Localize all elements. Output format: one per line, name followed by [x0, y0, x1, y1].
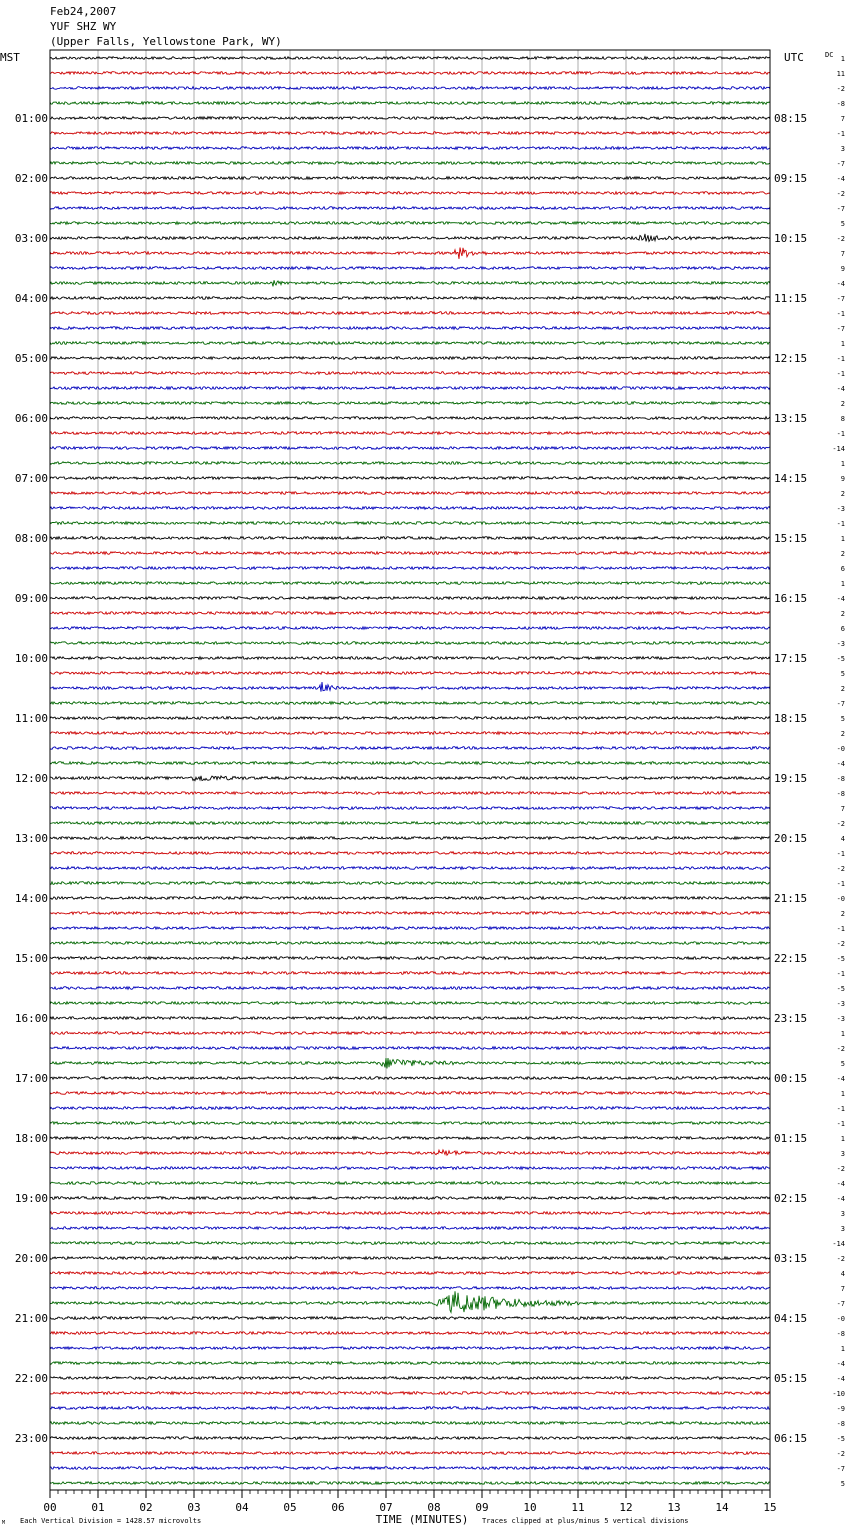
dc-offset-label: -1 — [836, 1120, 845, 1128]
left-hour-label: 10:00 — [14, 652, 48, 665]
x-tick-label: 12 — [619, 1501, 633, 1514]
dc-offset-label: -3 — [836, 1000, 845, 1008]
dc-offset-label: 1 — [840, 340, 845, 348]
dc-offset-label: 2 — [840, 685, 845, 693]
dc-offset-label: 2 — [840, 550, 845, 558]
dc-offset-label: -4 — [836, 175, 845, 183]
trace-55 — [50, 882, 770, 885]
right-hour-label: 15:15 — [774, 532, 808, 545]
dc-offset-label: 7 — [840, 115, 845, 123]
left-hour-label: 16:00 — [14, 1012, 48, 1025]
corner-mark: M — [2, 1520, 6, 1526]
dc-label: DC — [825, 51, 834, 59]
trace-38 — [50, 627, 770, 630]
trace-78 — [50, 1227, 770, 1230]
right-hour-label: 10:15 — [774, 232, 808, 245]
trace-29 — [50, 492, 770, 495]
trace-63 — [50, 1002, 770, 1005]
dc-offset-label: -14 — [832, 1240, 845, 1248]
dc-offset-label: -7 — [836, 700, 845, 708]
trace-75 — [50, 1182, 770, 1185]
dc-offset-label: -8 — [836, 1330, 845, 1338]
dc-offset-label: -4 — [836, 1360, 845, 1368]
trace-19 — [50, 342, 770, 345]
header-location: (Upper Falls, Yellowstone Park, WY) — [50, 35, 282, 48]
left-hour-label: 22:00 — [14, 1372, 48, 1385]
x-tick-label: 06 — [331, 1501, 345, 1514]
left-hour-label: 11:00 — [14, 712, 48, 725]
dc-offset-label: -7 — [836, 205, 845, 213]
trace-6 — [50, 147, 770, 150]
trace-18 — [50, 327, 770, 330]
x-tick-label: 13 — [667, 1501, 681, 1514]
dc-offset-label: -7 — [836, 1300, 845, 1308]
dc-offset-label: -2 — [836, 85, 845, 93]
left-hour-label: 06:00 — [14, 412, 48, 425]
trace-30 — [50, 507, 770, 510]
trace-71 — [50, 1122, 770, 1125]
trace-90 — [50, 1407, 770, 1410]
trace-33 — [50, 552, 770, 555]
dc-offset-label: -7 — [836, 1465, 845, 1473]
left-hour-label: 17:00 — [14, 1072, 48, 1085]
dc-offset-label: -5 — [836, 985, 845, 993]
right-hour-label: 00:15 — [774, 1072, 808, 1085]
trace-35 — [50, 582, 770, 585]
left-hour-label: 03:00 — [14, 232, 48, 245]
x-tick-label: 11 — [571, 1501, 585, 1514]
trace-20 — [50, 357, 770, 360]
right-hour-label: 17:15 — [774, 652, 808, 665]
right-hour-label: 12:15 — [774, 352, 808, 365]
trace-62 — [50, 987, 770, 990]
trace-22 — [50, 387, 770, 390]
dc-offset-label: 1 — [840, 535, 845, 543]
right-hour-label: 21:15 — [774, 892, 808, 905]
right-hour-label: 05:15 — [774, 1372, 808, 1385]
trace-89 — [50, 1392, 770, 1395]
dc-offset-label: -7 — [836, 295, 845, 303]
dc-offset-label: -3 — [836, 505, 845, 513]
dc-offset-label: 5 — [840, 1060, 845, 1068]
left-hour-label: 23:00 — [14, 1432, 48, 1445]
trace-76 — [50, 1197, 770, 1200]
trace-24 — [50, 417, 770, 420]
trace-39 — [50, 642, 770, 645]
x-tick-label: 08 — [427, 1501, 441, 1514]
right-hour-label: 04:15 — [774, 1312, 808, 1325]
trace-85 — [50, 1332, 770, 1335]
dc-offset-label: 2 — [840, 400, 845, 408]
trace-0 — [50, 57, 770, 60]
header-station: YUF SHZ WY — [50, 20, 117, 33]
dc-offset-label: -5 — [836, 655, 845, 663]
x-tick-label: 05 — [283, 1501, 297, 1514]
dc-offset-label: 11 — [836, 70, 845, 78]
left-hour-label: 18:00 — [14, 1132, 48, 1145]
trace-3 — [50, 102, 770, 105]
trace-10 — [50, 207, 770, 210]
left-hour-label: 09:00 — [14, 592, 48, 605]
dc-offset-label: -1 — [836, 355, 845, 363]
trace-73 — [50, 1150, 770, 1155]
x-tick-label: 14 — [715, 1501, 729, 1514]
dc-offset-label: 2 — [840, 610, 845, 618]
dc-offset-label: -10 — [832, 1390, 845, 1398]
dc-offset-label: -14 — [832, 445, 845, 453]
trace-1 — [50, 72, 770, 75]
trace-94 — [50, 1467, 770, 1470]
trace-56 — [50, 897, 770, 900]
dc-offset-label: -4 — [836, 1195, 845, 1203]
footer-clip-note: Traces clipped at plus/minus 5 vertical divisions — [482, 1517, 689, 1525]
dc-offset-label: 4 — [840, 835, 845, 843]
trace-65 — [50, 1032, 770, 1035]
trace-70 — [50, 1107, 770, 1110]
trace-46 — [50, 747, 770, 750]
trace-86 — [50, 1347, 770, 1350]
dc-offset-label: -1 — [836, 430, 845, 438]
trace-49 — [50, 792, 770, 795]
x-tick-label: 01 — [91, 1501, 105, 1514]
right-hour-label: 08:15 — [774, 112, 808, 125]
dc-offset-label: -4 — [836, 595, 845, 603]
trace-60 — [50, 957, 770, 960]
trace-87 — [50, 1362, 770, 1365]
trace-54 — [50, 867, 770, 870]
trace-15 — [50, 280, 770, 286]
dc-offset-label: -2 — [836, 820, 845, 828]
trace-50 — [50, 807, 770, 810]
dc-offset-label: -7 — [836, 160, 845, 168]
dc-offset-label: 6 — [840, 625, 845, 633]
trace-40 — [50, 657, 770, 660]
dc-offset-label: -2 — [836, 235, 845, 243]
right-hour-label: 19:15 — [774, 772, 808, 785]
dc-offset-label: 5 — [840, 670, 845, 678]
trace-88 — [50, 1377, 770, 1380]
trace-81 — [50, 1272, 770, 1275]
dc-offset-label: 9 — [840, 265, 845, 273]
trace-83 — [50, 1291, 770, 1312]
dc-offset-label: -8 — [836, 100, 845, 108]
trace-34 — [50, 567, 770, 570]
footer-division-note: Each Vertical Division = 1428.57 microvolts — [20, 1517, 202, 1525]
trace-48 — [50, 776, 770, 781]
dc-offset-label: 2 — [840, 730, 845, 738]
dc-offset-label: -4 — [836, 1375, 845, 1383]
x-tick-label: 03 — [187, 1501, 201, 1514]
dc-offset-label: 1 — [840, 1090, 845, 1098]
trace-79 — [50, 1242, 770, 1245]
trace-67 — [50, 1058, 770, 1068]
dc-offset-label: -2 — [836, 1045, 845, 1053]
trace-23 — [50, 402, 770, 405]
left-hour-label: 08:00 — [14, 532, 48, 545]
dc-offset-label: 8 — [840, 415, 845, 423]
right-hour-label: 16:15 — [774, 592, 808, 605]
trace-7 — [50, 162, 770, 165]
header-date: Feb24,2007 — [50, 5, 117, 18]
left-hour-label: 19:00 — [14, 1192, 48, 1205]
x-tick-label: 07 — [379, 1501, 393, 1514]
left-hour-label: 05:00 — [14, 352, 48, 365]
dc-offset-label: -4 — [836, 385, 845, 393]
trace-59 — [50, 942, 770, 945]
left-hour-label: 14:00 — [14, 892, 48, 905]
dc-offset-label: -1 — [836, 880, 845, 888]
trace-53 — [50, 852, 770, 855]
dc-offset-label: 3 — [840, 1225, 845, 1233]
right-hour-label: 18:15 — [774, 712, 808, 725]
trace-11 — [50, 222, 770, 225]
dc-offset-label: -5 — [836, 1435, 845, 1443]
dc-offset-label: 7 — [840, 1285, 845, 1293]
dc-offset-label: 3 — [840, 1150, 845, 1158]
dc-offset-label: 1 — [840, 460, 845, 468]
trace-47 — [50, 762, 770, 765]
right-hour-label: 01:15 — [774, 1132, 808, 1145]
trace-68 — [50, 1077, 770, 1080]
dc-offset-label: -4 — [836, 280, 845, 288]
trace-41 — [50, 672, 770, 675]
dc-offset-label: -1 — [836, 520, 845, 528]
trace-52 — [50, 837, 770, 840]
trace-28 — [50, 477, 770, 480]
dc-offset-label: -2 — [836, 865, 845, 873]
dc-offset-label: 7 — [840, 805, 845, 813]
x-tick-label: 02 — [139, 1501, 153, 1514]
dc-offset-label: 1 — [840, 580, 845, 588]
trace-93 — [50, 1452, 770, 1455]
trace-5 — [50, 132, 770, 135]
trace-51 — [50, 822, 770, 825]
left-timezone-label: MST — [0, 51, 20, 64]
dc-offset-label: 1 — [840, 1135, 845, 1143]
trace-57 — [50, 912, 770, 915]
right-hour-label: 03:15 — [774, 1252, 808, 1265]
dc-offset-label: -2 — [836, 1450, 845, 1458]
left-hour-label: 12:00 — [14, 772, 48, 785]
x-tick-label: 04 — [235, 1501, 249, 1514]
left-hour-label: 02:00 — [14, 172, 48, 185]
trace-66 — [50, 1047, 770, 1050]
x-tick-label: 09 — [475, 1501, 489, 1514]
trace-13 — [50, 248, 770, 259]
dc-offset-label: 1 — [840, 1030, 845, 1038]
dc-offset-label: -2 — [836, 1165, 845, 1173]
dc-offset-label: -2 — [836, 190, 845, 198]
trace-17 — [50, 312, 770, 315]
dc-offset-label: -1 — [836, 970, 845, 978]
trace-27 — [50, 462, 770, 465]
left-hour-label: 13:00 — [14, 832, 48, 845]
dc-offset-label: 3 — [840, 1210, 845, 1218]
x-tick-label: 10 — [523, 1501, 537, 1514]
dc-offset-label: -0 — [836, 895, 845, 903]
dc-offset-label: 2 — [840, 910, 845, 918]
trace-36 — [50, 597, 770, 600]
trace-92 — [50, 1437, 770, 1440]
trace-31 — [50, 522, 770, 525]
dc-offset-label: 1 — [840, 55, 845, 63]
dc-offset-label: 5 — [840, 1480, 845, 1488]
dc-offset-label: -1 — [836, 130, 845, 138]
dc-offset-label: -1 — [836, 370, 845, 378]
left-hour-label: 15:00 — [14, 952, 48, 965]
trace-37 — [50, 612, 770, 615]
dc-offset-label: -9 — [836, 1405, 845, 1413]
x-tick-label: 00 — [43, 1501, 57, 1514]
dc-offset-label: -1 — [836, 310, 845, 318]
trace-80 — [50, 1257, 770, 1260]
dc-offset-label: -3 — [836, 1015, 845, 1023]
trace-4 — [50, 117, 770, 120]
dc-offset-label: 5 — [840, 715, 845, 723]
dc-offset-label: -7 — [836, 325, 845, 333]
trace-26 — [50, 447, 770, 450]
dc-offset-label: -2 — [836, 940, 845, 948]
trace-8 — [50, 177, 770, 180]
right-hour-label: 06:15 — [774, 1432, 808, 1445]
trace-69 — [50, 1092, 770, 1095]
right-hour-label: 13:15 — [774, 412, 808, 425]
trace-45 — [50, 732, 770, 735]
trace-25 — [50, 432, 770, 435]
dc-offset-label: -0 — [836, 1315, 845, 1323]
left-hour-label: 20:00 — [14, 1252, 48, 1265]
trace-14 — [50, 267, 770, 270]
trace-84 — [50, 1317, 770, 1320]
dc-offset-label: -0 — [836, 745, 845, 753]
dc-offset-label: -2 — [836, 1255, 845, 1263]
left-hour-label: 04:00 — [14, 292, 48, 305]
right-hour-label: 14:15 — [774, 472, 808, 485]
right-hour-label: 20:15 — [774, 832, 808, 845]
dc-offset-label: -3 — [836, 640, 845, 648]
dc-offset-label: 5 — [840, 220, 845, 228]
trace-72 — [50, 1137, 770, 1140]
right-hour-label: 09:15 — [774, 172, 808, 185]
right-hour-label: 22:15 — [774, 952, 808, 965]
trace-42 — [50, 682, 770, 692]
dc-offset-label: -1 — [836, 925, 845, 933]
dc-offset-label: 7 — [840, 250, 845, 258]
trace-74 — [50, 1167, 770, 1170]
trace-95 — [50, 1482, 770, 1485]
trace-61 — [50, 972, 770, 975]
dc-offset-label: -4 — [836, 1180, 845, 1188]
trace-layer — [50, 57, 770, 1485]
right-hour-label: 02:15 — [774, 1192, 808, 1205]
right-timezone-label: UTC — [784, 51, 804, 64]
trace-43 — [50, 702, 770, 705]
dc-offset-label: -1 — [836, 850, 845, 858]
right-hour-label: 23:15 — [774, 1012, 808, 1025]
dc-offset-label: -5 — [836, 955, 845, 963]
dc-offset-label: 4 — [840, 1270, 845, 1278]
left-hour-label: 01:00 — [14, 112, 48, 125]
right-hour-label: 11:15 — [774, 292, 808, 305]
dc-offset-label: -1 — [836, 1105, 845, 1113]
dc-offset-label: 1 — [840, 1345, 845, 1353]
trace-64 — [50, 1017, 770, 1020]
dc-offset-label: -4 — [836, 760, 845, 768]
dc-offset-label: -8 — [836, 775, 845, 783]
dc-offset-label: 6 — [840, 565, 845, 573]
left-hour-label: 07:00 — [14, 472, 48, 485]
x-axis-label: TIME (MINUTES) — [375, 1513, 469, 1526]
trace-58 — [50, 927, 770, 930]
label-layer — [15, 55, 845, 1514]
trace-16 — [50, 297, 770, 300]
dc-offset-label: -8 — [836, 790, 845, 798]
left-hour-label: 21:00 — [14, 1312, 48, 1325]
dc-offset-label: -8 — [836, 1420, 845, 1428]
trace-82 — [50, 1287, 770, 1290]
trace-44 — [50, 717, 770, 720]
x-tick-label: 15 — [763, 1501, 777, 1514]
dc-offset-label: 3 — [840, 145, 845, 153]
dc-offset-label: 9 — [840, 475, 845, 483]
dc-offset-label: 2 — [840, 490, 845, 498]
trace-2 — [50, 87, 770, 90]
trace-32 — [50, 537, 770, 540]
dc-offset-label: -4 — [836, 1075, 845, 1083]
trace-12 — [50, 234, 770, 242]
trace-9 — [50, 192, 770, 195]
trace-77 — [50, 1212, 770, 1215]
trace-21 — [50, 372, 770, 375]
trace-91 — [50, 1422, 770, 1425]
